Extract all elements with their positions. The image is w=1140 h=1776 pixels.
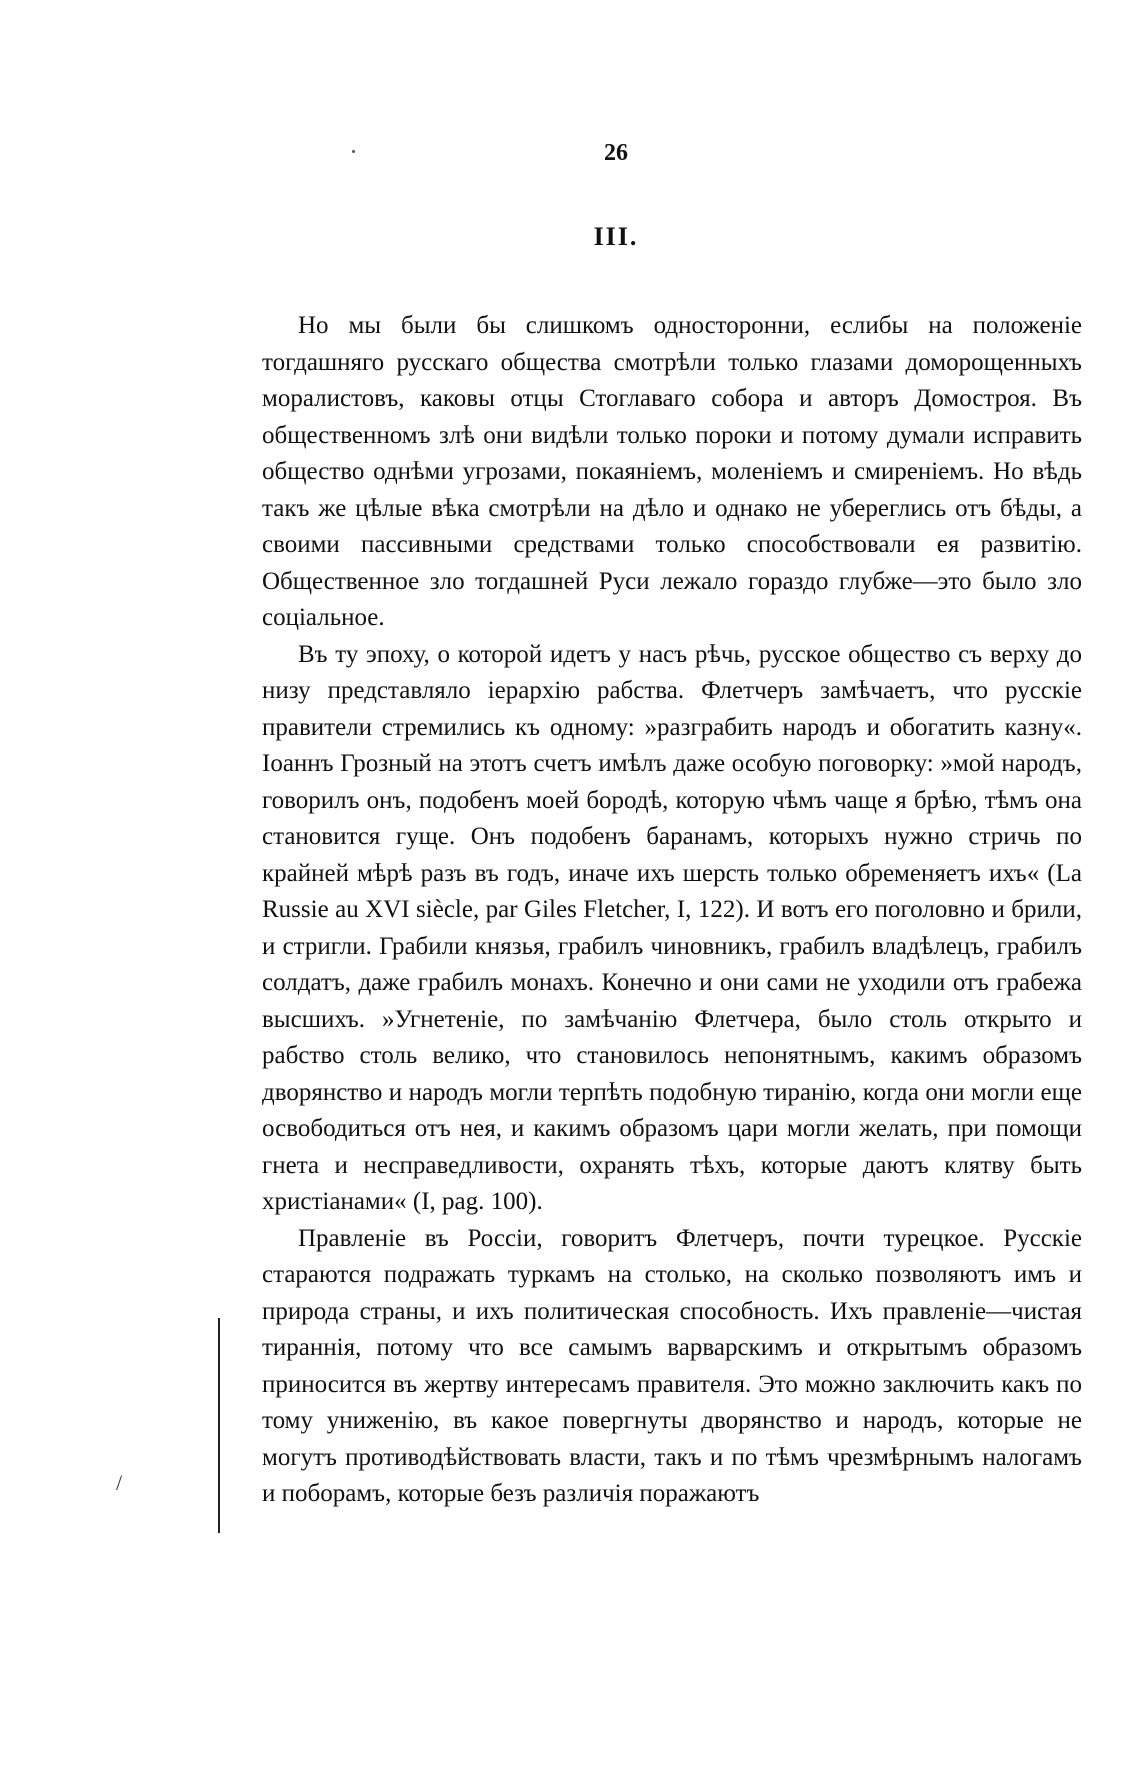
section-heading: III. bbox=[593, 222, 639, 251]
paragraph-3: Правленіе въ Россіи, говоритъ Флетчеръ, почти турецкое. Русскіе стараются подражать туркамъ на столько, на сколько позволяютъ имъ и природа страны, и ихъ политическая способность. Ихъ правленіе—чистая тираннія, потому что все самымъ варварскимъ и открытымъ образомъ приносится въ жертву интересамъ правителя. Это можно заключить какъ по тому униженію, въ какое повергнуты дворянство и народъ, которые не могутъ противодѣйствовать власти, такъ и по тѣмъ чрезмѣрнымъ налогамъ и поборамъ, которые безъ различія поражаютъ bbox=[262, 1224, 1082, 1507]
paragraph-2: Въ ту эпоху, о которой идетъ у насъ рѣчь, русское общество съ верху до низу представляло іерархію рабства. Флетчеръ замѣчаетъ, что русскіе правители стремились къ одному: »разграбить народъ и обогатить казну«. Іоаннъ Грозный на этотъ счетъ имѣлъ даже особую поговорку: »мой народъ, говорилъ онъ, подобенъ моей бородѣ, которую чѣмъ чаще я брѣю, тѣмъ она становится гуще. Онъ подобенъ баранамъ, которыхъ нужно стричь по крайней мѣрѣ разъ въ годъ, иначе ихъ шерсть только обременяетъ ихъ« (La Russie au XVI siècle, par Giles Fletcher, I, 122). И вотъ его поголовно и брили, и стригли. Грабили князья, грабилъ чиновникъ, грабилъ владѣлецъ, грабилъ солдатъ, даже грабилъ монахъ. Конечно и они сами не уходили отъ грабежа высшихъ. »Угнетеніе, по замѣчанію Флетчера, было столь открыто и рабство столь велико, что становилось непонятнымъ, какимъ образомъ дворянство и народъ могли терпѣть подобную тиранію, когда они могли еще освободиться отъ нея, и какимъ образомъ цари могли желать, при помощи гнета и несправедливости, охранять тѣхъ, которые даютъ клятву быть христіанами« (I, pag. 100). bbox=[262, 640, 1082, 1215]
margin-tick-mark: / bbox=[116, 1470, 123, 1495]
paragraph-1: Но мы были бы слишкомъ односторонни, еслибы на положеніе тогдашняго русскаго общества смотрѣли только глазами доморощенныхъ моралистовъ, каковы отцы Стоглаваго собора и авторъ Домостроя. Въ общественномъ злѣ они видѣли только пороки и потому думали исправить общество однѣми угрозами, покаяніемъ, моленіемъ и смиреніемъ. Но вѣдь такъ же цѣлые вѣка смотрѣли на дѣло и однако не убереглись отъ бѣды, а своими пассивными средствами только способствовали ея развитію. Общественное зло тогдашней Руси лежало гораздо глубже—это было зло соціальное. bbox=[262, 312, 1082, 631]
margin-bracket bbox=[218, 1318, 224, 1533]
body-text bbox=[262, 308, 1082, 1513]
page-number: 26 bbox=[604, 140, 628, 166]
